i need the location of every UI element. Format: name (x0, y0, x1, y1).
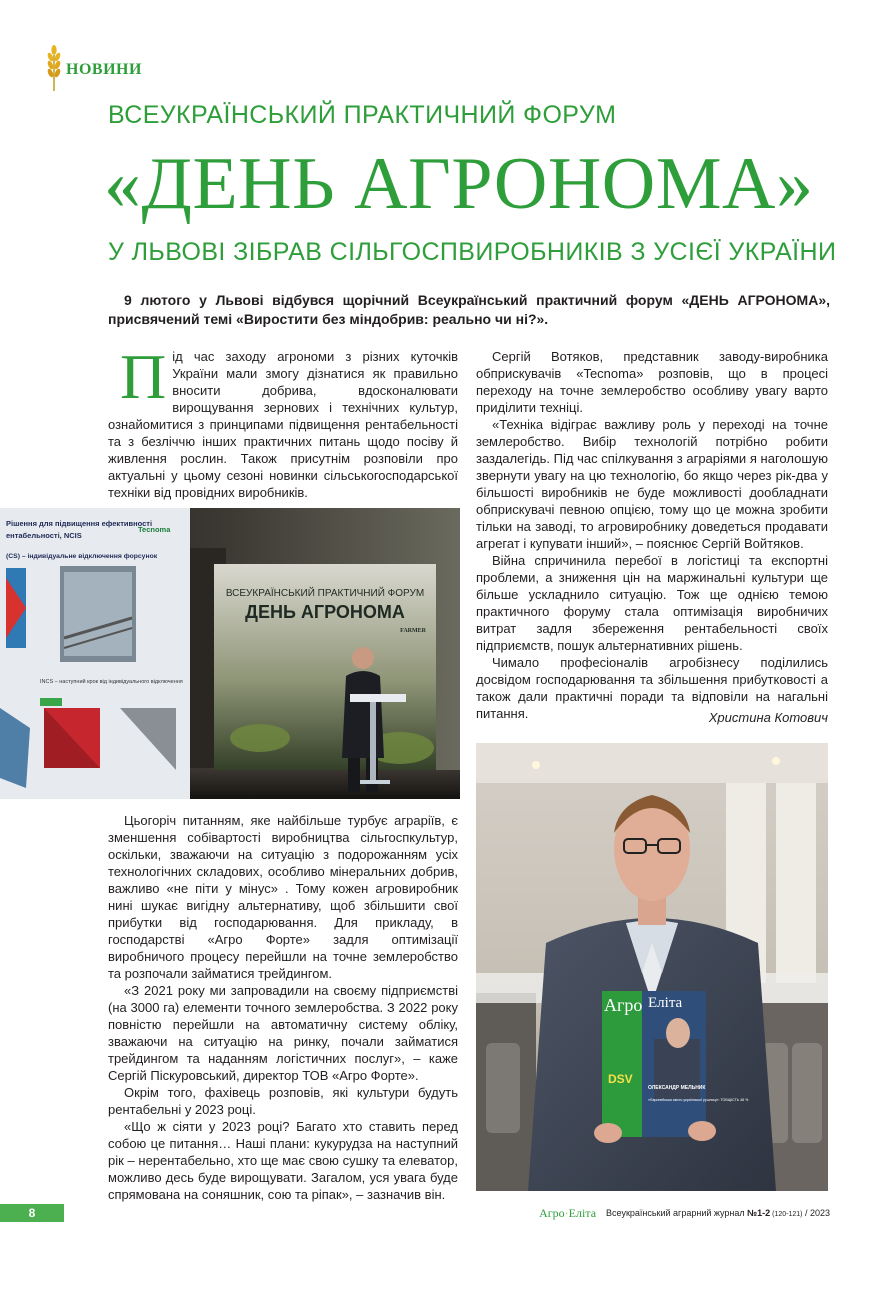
section-tag (44, 44, 142, 92)
page-number: 8 (0, 1204, 64, 1222)
banner-line-2: ДЕНЬ АГРОНОМА (245, 602, 405, 622)
banner-sponsor: FARMER (400, 628, 426, 634)
paragraph-6: Сергій Вотяков, представник заводу-виробника обприскувачів «Tecnoma» розповів, що в процесі переходу на точне землеробство особливу увагу варто приділити техніці. (476, 349, 828, 415)
column-left-bottom (108, 812, 458, 1203)
article-kicker: ВСЕУКРАЇНСЬКИЙ ПРАКТИЧНИЙ ФОРУМ (108, 101, 617, 129)
paragraph-8: Війна спричинила перебої в логістиці та експортні проблеми, а зниження цін на маржинальні культури ще більше ускладнило ситуацію. Тож ще однією темою практичного форуму стала оптимізація виробничих витрат задля збереження рентабельності своїх підприємств, пошук альтернативних рішень. (476, 553, 828, 653)
article-lead: 9 лютого у Львові відбувся щорічний Всеукраїнський практичний форум «ДЕНЬ АГРОНОМА», присвячений темі «Виростити без міндобрив: реально чи ні?». (108, 292, 830, 327)
paragraph-1: Під час заходу агрономи з різних куточків України мали змогу дізнатися як правильно вносити добрива, вдосконалювати вирощування зернових і технічних культур, ознайомитися з принципами підвищення рентабельності та з безліччю інших практичних питань щодо посіву й живлення рослин. Також присутнім розповіли про актуальні у цьому сезоні новинки сільськогосподарської техніки від провідних виробників. (108, 341, 458, 500)
paragraph-5: «Що ж сіяти у 2023 році? Багато хто ставить перед собою це питання… Наші плани: кукурудза на наступний рік – нерентабельно, хто ще має свою сушку та елеватор, можливо десь буде вирощувати. Загалом, уся увага буде спрямована на соняшник, сою та ріпак», – зазначив він. (108, 1119, 458, 1202)
footer-journal: Всеукраїнський аграрний журнал №1-2 (120-121) / 2023 (606, 1208, 830, 1218)
paragraph-7: «Техніка відіграє важливу роль у переході на точне землеробство. Вибір технологій потрібно робити заздалегідь. Під час спілкування з аграріями я наголошую звернути увагу на цю технологію, бо якщо через рік-два у більшості виробників не буде можливості дообладнати обприскувачі певною опцією, тому що це можна зробити тільки на заводі, то агровиробнику доведеться продавати агрегат і купувати інший», – пояснює Сергій Войтяков. (476, 417, 828, 551)
paragraph-9: Чимало професіоналів агробізнесу поділились досвідом господарювання та збільшення прибутковості а також дали практичні поради та відповіли на нагальні питання. (476, 655, 828, 721)
magazine-quote: «Європейська якість української рушниці»: ТОВЩІСТЬ 48 % (648, 1098, 749, 1102)
magazine-title-left: Агро (604, 995, 643, 1015)
slide-line-2: ентабельності, NCIS (6, 531, 82, 540)
paragraph-4: Окрім того, фахівець розповів, які культури будуть рентабельні у 2023 році. (108, 1085, 458, 1117)
slide-caption: INCS – наступний крок від індивідуального відключення (40, 679, 183, 685)
slide-title: Рішення для підвищення ефективності (6, 519, 153, 528)
paragraph-3: «З 2021 року ми запровадили на своєму підприємстві (на 3000 га) елементи точного землеробства. З 2022 року повністю перейшли на автоматичну систему обліку, зважаючи на ситуацію на ринку, почали займатися трейдингом та наданням логістичних послуг», – каже Сергій Піскуровський, директор ТОВ «Агро Форте». (108, 983, 458, 1083)
forum-stage-photo (0, 508, 460, 799)
banner-line-1: ВСЕУКРАЇНСЬКИЙ ПРАКТИЧНИЙ ФОРУМ (225, 588, 425, 599)
column-right (476, 348, 828, 722)
footer-brand-logo: Агро·Еліта (539, 1205, 597, 1220)
slide-logo: Tecnoma (138, 525, 171, 534)
section-label: НОВИНИ (66, 61, 142, 78)
wheat-icon (44, 45, 64, 91)
article-author: Христина Котович (708, 710, 828, 725)
article-subhead: У ЛЬВОВІ ЗІБРАВ СІЛЬГОСПВИРОБНИКІВ З УСІЄЇ УКРАЇНИ (108, 238, 837, 266)
man-with-magazine-photo (476, 743, 828, 1191)
column-left-top (108, 341, 458, 501)
paragraph-2: Цьогоріч питанням, яке найбільше турбує аграріїв, є зменшення собівартості виробництва сільгоспкультур, оскільки, зважаючи на ситуацію з подорожанням усіх технологічних складових, особливо мінеральних добрив, важливо «не піти у мінус» . Тому кожен агровиробник нині шукає вигідну альтернативу, щоб збільшити свої прибутки від господарювання. Для прикладу, в господарстві «Агро Форте» задля оптимізації виробничого процесу перейшли на точне землеробство та розпочали займатися трейдингом. (108, 813, 458, 981)
drop-cap: П (120, 341, 167, 412)
article-headline: «ДЕНЬ АГРОНОМА» (104, 143, 814, 225)
magazine-badge: DSV (608, 1072, 633, 1086)
magazine-person: ОЛЕКСАНДР МЕЛЬНИК (648, 1085, 706, 1091)
page-footer (520, 1204, 830, 1222)
slide-line-3: (CS) – індивідуальне відключення форсунок (6, 553, 158, 560)
magazine-title-right: Еліта (648, 995, 683, 1011)
